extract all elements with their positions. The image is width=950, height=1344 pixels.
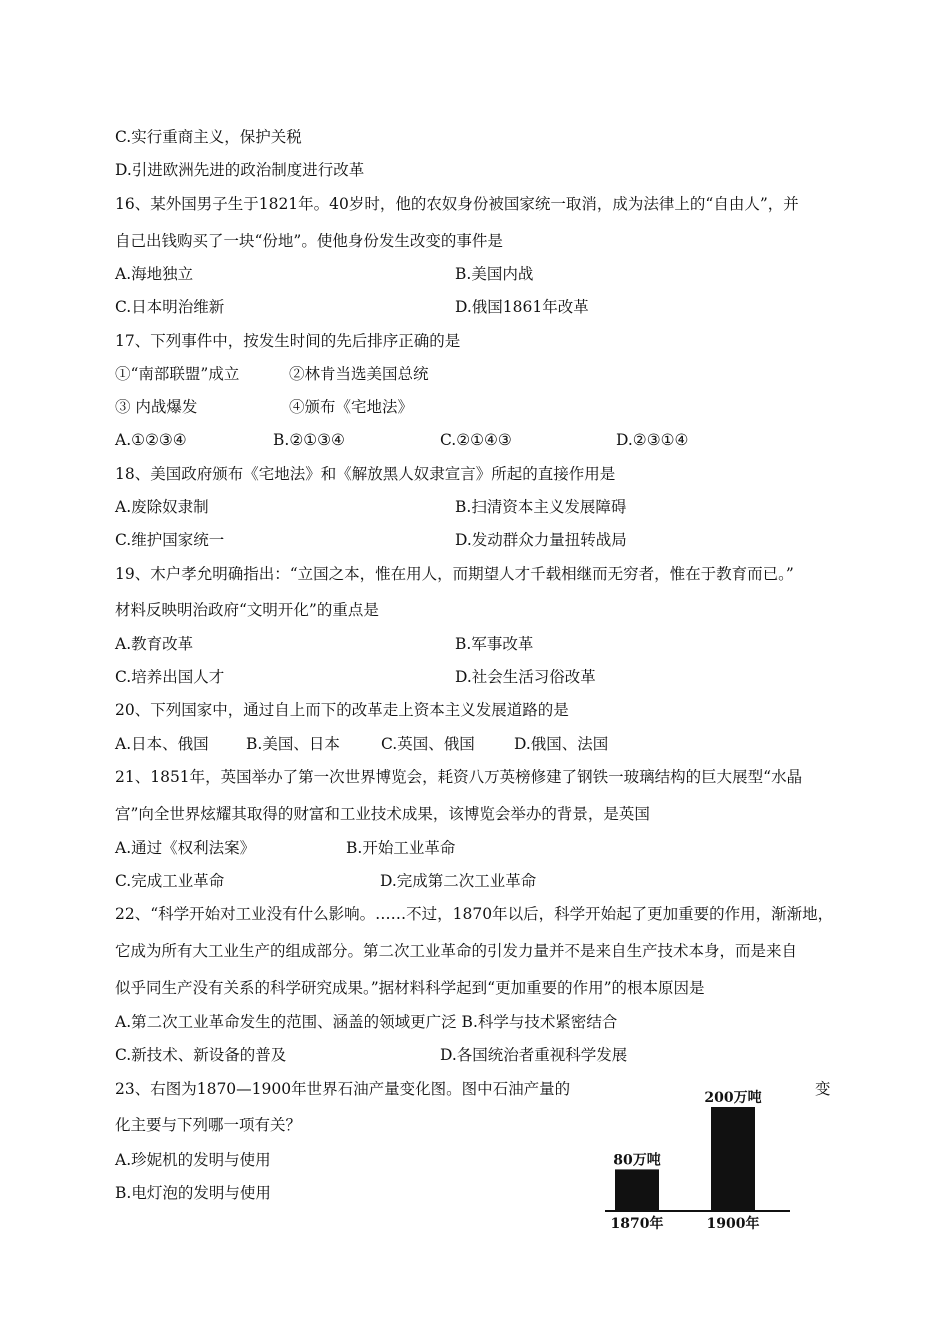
q17-item-2: ②林肯当选美国总统 xyxy=(289,365,429,383)
q20-option-b: B.美国、日本 xyxy=(246,735,340,753)
bar-1900年 xyxy=(711,1107,755,1211)
q23-stem-line2: 化主要与下列哪一项有关？ xyxy=(115,1116,302,1134)
q16-option-a: A.海地独立 xyxy=(115,265,194,283)
q17-option-d: D.②③①④ xyxy=(616,431,689,449)
q19-option-d: D.社会生活习俗改革 xyxy=(455,668,596,686)
q18-option-a: A.废除奴隶制 xyxy=(115,498,209,516)
q17-item-1: ①“南部联盟”成立 xyxy=(115,365,240,383)
bar-1870年 xyxy=(615,1169,659,1211)
q17-option-a: A.①②③④ xyxy=(115,431,187,449)
q19-option-a: A.教育改革 xyxy=(115,635,194,653)
q20-option-a: A.日本、俄国 xyxy=(115,735,209,753)
oil-production-chart xyxy=(600,1075,800,1235)
q18-option-d: D.发动群众力量扭转战局 xyxy=(455,531,627,549)
q19-stem-line2: 材料反映明治政府“文明开化”的重点是 xyxy=(115,601,379,619)
q18-option-c: C.维护国家统一 xyxy=(115,531,225,549)
q22-option-d: D.各国统治者重视科学发展 xyxy=(440,1046,628,1064)
q17-option-c: C.②①④③ xyxy=(440,431,512,449)
q18-option-b: B.扫清资本主义发展障碍 xyxy=(455,498,627,516)
q17-stem: 17、下列事件中，按发生时间的先后排序正确的是 xyxy=(115,332,461,350)
q16-stem-line1: 16、某外国男子生于1821年。40岁时，他的农奴身份被国家统一取消，成为法律上的“自由人”，并 xyxy=(115,195,799,213)
q23-option-a: A.珍妮机的发明与使用 xyxy=(115,1151,271,1169)
q22-option-a-b: A.第二次工业革命发生的范围、涵盖的领域更广泛 B.科学与技术紧密结合 xyxy=(115,1013,618,1031)
q18-stem: 18、美国政府颁布《宅地法》和《解放黑人奴隶宣言》所起的直接作用是 xyxy=(115,465,616,483)
q22-stem-line2: 它成为所有大工业生产的组成部分。第二次工业革命的引发力量并不是来自生产技术本身，而是来自 xyxy=(115,942,798,960)
q20-option-c: C.英国、俄国 xyxy=(381,735,475,753)
q16-option-d: D.俄国1861年改革 xyxy=(455,298,589,316)
q17-item-3: ③ 内战爆发 xyxy=(115,398,198,416)
data-label-1900年: 200万吨 xyxy=(704,1090,762,1106)
q21-option-c: C.完成工业革命 xyxy=(115,872,225,890)
q23-option-b: B.电灯泡的发明与使用 xyxy=(115,1184,271,1202)
q16-option-c: C.日本明治维新 xyxy=(115,298,225,316)
category-label-1870年: 1870年 xyxy=(610,1216,664,1232)
q21-option-d: D.完成第二次工业革命 xyxy=(380,872,537,890)
line-c-mercantilism: C.实行重商主义，保护关税 xyxy=(115,128,302,146)
q16-stem-line2: 自己出钱购买了一块“份地”。使他身份发生改变的事件是 xyxy=(115,232,503,250)
q19-option-b: B.军事改革 xyxy=(455,635,534,653)
q22-stem-line1: 22、“科学开始对工业没有什么影响。……不过，1870年以后，科学开始起了更加重要的作用，渐渐地， xyxy=(115,905,834,923)
q19-option-c: C.培养出国人才 xyxy=(115,668,225,686)
q17-option-b: B.②①③④ xyxy=(273,431,345,449)
q19-stem-line1: 19、木户孝允明确指出：“立国之本，惟在用人，而期望人才千载相继而无穷者，惟在于教育而已。” xyxy=(115,565,794,583)
q23-stem-line1-tail: 变 xyxy=(815,1080,831,1098)
data-label-1870年: 80万吨 xyxy=(613,1152,661,1169)
q20-option-d: D.俄国、法国 xyxy=(514,735,609,753)
q21-stem-line1: 21、1851年，英国举办了第一次世界博览会，耗资八万英榜修建了钢铁一玻璃结构的巨大展型“水晶 xyxy=(115,768,803,786)
q22-option-c: C.新技术、新设备的普及 xyxy=(115,1046,287,1064)
q21-option-b: B.开始工业革命 xyxy=(346,839,456,857)
q22-stem-line3: 似乎同生产没有关系的科学研究成果。”据材料科学起到“更加重要的作用”的根本原因是 xyxy=(115,979,705,997)
line-d-european-reform: D.引进欧洲先进的政治制度进行改革 xyxy=(115,161,365,179)
q17-item-4: ④颁布《宅地法》 xyxy=(289,398,414,416)
q21-option-a: A.通过《权利法案》 xyxy=(115,839,256,857)
q21-stem-line2: 宫”向全世界炫耀其取得的财富和工业技术成果，该博览会举办的背景，是英国 xyxy=(115,805,650,823)
q23-stem-line1: 23、右图为1870—1900年世界石油产量变化图。图中石油产量的 xyxy=(115,1080,571,1098)
q20-stem: 20、下列国家中，通过自上而下的改革走上资本主义发展道路的是 xyxy=(115,701,569,719)
q16-option-b: B.美国内战 xyxy=(455,265,534,283)
category-label-1900年: 1900年 xyxy=(706,1216,760,1232)
